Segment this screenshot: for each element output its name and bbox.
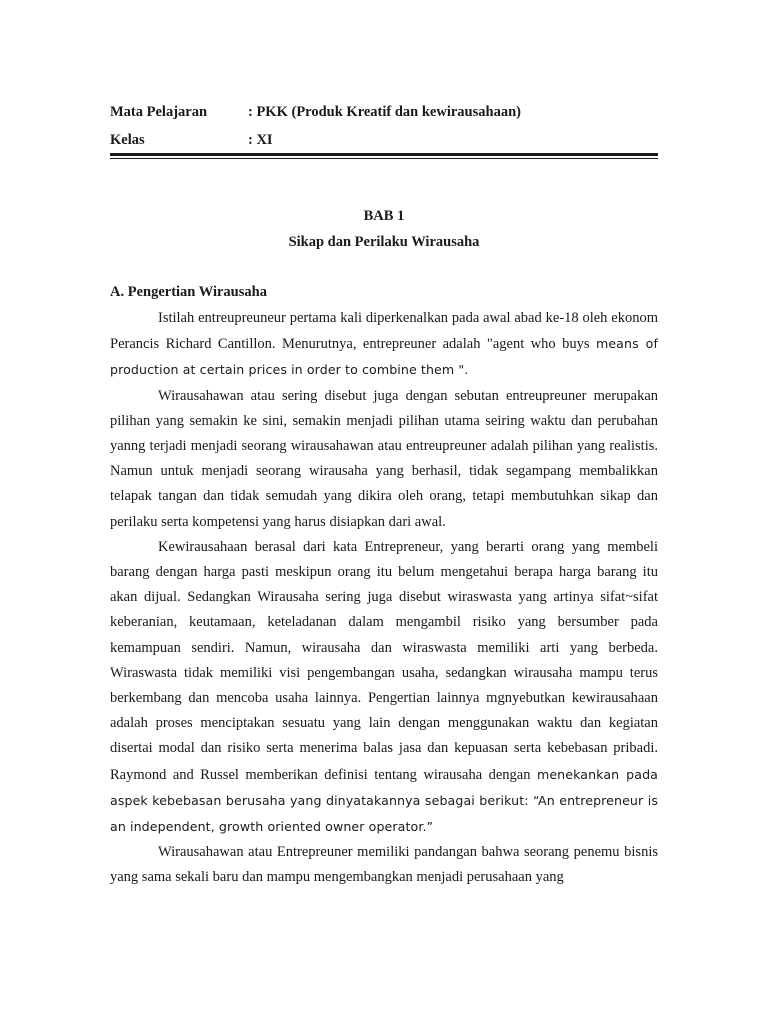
class-label: Kelas	[110, 132, 145, 148]
header-divider-thin	[110, 158, 658, 159]
chapter-title: Sikap dan Perilaku Wirausaha	[288, 234, 480, 250]
chapter-number: BAB 1	[363, 208, 405, 224]
class-value: : XI	[248, 132, 273, 148]
paragraph-4: Wirausahawan atau Entrepreuner memiliki pandangan bahwa seorang penemu bisnis yang sama sekali baru dan mampu mengembangkan menjadi perusahaan yang	[110, 844, 658, 886]
paragraph-3-quote: menekankan pada aspek kebebasan berusaha yang dinyatakannya sebagai berikut: “An entrepreneur is an independent, growth oriented owner operator.”	[110, 766, 658, 835]
subject-label: Mata Pelajaran	[110, 104, 208, 120]
section-heading: A. Pengertian Wirausaha	[110, 284, 267, 300]
subject-row	[110, 98, 658, 126]
paragraph-1	[110, 306, 658, 384]
paragraph-3	[110, 535, 658, 840]
class-row	[110, 126, 658, 154]
paragraph-1-quote: means of production at certain prices in order to combine them ".	[110, 336, 658, 378]
document-header	[110, 98, 658, 154]
subject-value: : PKK (Produk Kreatif dan kewirausahaan)	[248, 104, 521, 120]
paragraph-2: Wirausahawan atau sering disebut juga dengan sebutan entreupreuner merupakan pilihan yang semakin ke sini, semakin menjadi pilihan utama seiring waktu dan perubahan yanng terjadi menjadi seorang wirausahawan atau entreupreuner adalah pilihan yang realistis. Namun untuk menjadi seorang wirausaha yang berhasil, tidak segampang membalikkan telapak tangan dan tidak semudah yang dikira oleh orang, tetapi membutuhkan sikap dan perilaku serta kompetensi yang harus disiapkan dari awal.	[110, 387, 658, 530]
body-text	[110, 306, 658, 891]
paragraph-1-text: Istilah entreupreuneur pertama kali diperkenalkan pada awal abad ke-18 oleh ekonom Perancis Richard Cantillon. Menurutnya, entrepreuner adalah "agent who buys	[110, 310, 658, 353]
paragraph-3-text: Kewirausahaan berasal dari kata Entrepreneur, yang berarti orang yang membeli barang dengan harga pasti meskipun orang itu belum mengetahui berapa harga barang itu akan dijual. Sedangkan Wirausaha sering juga disebut wiraswasta yang artinya sifat~sifat keberanian, keutamaan, keteladanan dalam mengambil risiko yang bersumber pada kemampuan sendiri. Namun, wirausaha dan wiraswasta memiliki arti yang berbeda. Wiraswasta tidak memiliki visi pengembangan usaha, sedangkan wirausaha mampu terus berkembang dan mencoba usaha lainnya. Pengertian lainnya mgnyebutkan kewirausahaan adalah proses menciptakan sesuatu yang lain dengan menggunakan waktu dan kegiatan disertai modal dan risiko serta menerima balas jasa dan kepuasan serta kebebasan pribadi. Raymond and Russel memberikan definisi tentang wirausaha dengan	[110, 538, 658, 783]
header-divider-thick	[110, 153, 658, 156]
